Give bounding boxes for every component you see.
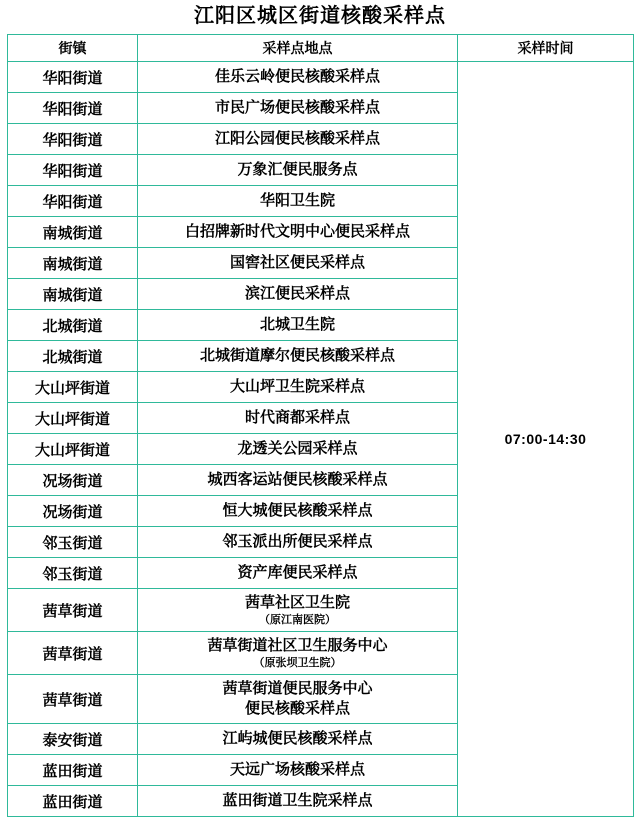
place-line: 北城卫生院 (259, 316, 335, 333)
table-header (8, 35, 634, 62)
place-line: 便民核酸采样点 (244, 700, 350, 717)
cell-street: 华阳街道 (8, 124, 138, 155)
place-line: 茜草社区卫生院 (244, 594, 350, 611)
cell-street: 况场街道 (8, 465, 138, 496)
cell-street: 蓝田街道 (8, 755, 138, 786)
column-header-time: 采样时间 (458, 35, 634, 62)
cell-place (138, 372, 458, 403)
place-line: 华阳卫生院 (259, 192, 335, 209)
header-row (8, 35, 634, 62)
cell-place (138, 93, 458, 124)
cell-street: 茜草街道 (8, 589, 138, 632)
cell-place (138, 155, 458, 186)
cell-street: 华阳街道 (8, 186, 138, 217)
place-line: 北城街道摩尔便民核酸采样点 (199, 347, 395, 364)
place-line: 时代商都采样点 (244, 409, 350, 426)
cell-place (138, 589, 458, 632)
cell-street: 华阳街道 (8, 62, 138, 93)
place-subtitle: （原江南医院） (259, 614, 336, 626)
cell-place (138, 434, 458, 465)
cell-place (138, 496, 458, 527)
place-line: 龙透关公园采样点 (237, 440, 358, 457)
place-line: 万象汇便民服务点 (237, 161, 358, 178)
table-row (8, 62, 634, 93)
place-line: 城西客运站便民核酸采样点 (207, 471, 388, 488)
place-subtitle: （原张坝卫生院） (253, 657, 342, 669)
cell-place (138, 465, 458, 496)
table-body (8, 62, 634, 817)
cell-place (138, 632, 458, 675)
cell-street: 南城街道 (8, 279, 138, 310)
cell-street: 泰安街道 (8, 724, 138, 755)
cell-place (138, 279, 458, 310)
place-line: 天远广场核酸采样点 (229, 761, 365, 778)
place-line: 茜草街道社区卫生服务中心 (207, 637, 388, 654)
cell-street: 邻玉街道 (8, 527, 138, 558)
cell-street: 况场街道 (8, 496, 138, 527)
cell-place (138, 248, 458, 279)
place-line: 江屿城便民核酸采样点 (222, 730, 373, 747)
cell-street: 大山坪街道 (8, 434, 138, 465)
column-header-place: 采样点地点 (138, 35, 458, 62)
place-line: 大山坪卫生院采样点 (229, 378, 365, 395)
cell-street: 茜草街道 (8, 675, 138, 724)
place-line: 资产库便民采样点 (237, 564, 358, 581)
cell-place (138, 186, 458, 217)
cell-place (138, 217, 458, 248)
cell-street: 南城街道 (8, 248, 138, 279)
cell-street: 华阳街道 (8, 93, 138, 124)
cell-place (138, 62, 458, 93)
cell-place (138, 124, 458, 155)
cell-street: 邻玉街道 (8, 558, 138, 589)
cell-sampling-time: 07:00-14:30 (458, 62, 634, 817)
cell-street: 北城街道 (8, 341, 138, 372)
place-line: 茜草街道便民服务中心 (222, 680, 373, 697)
cell-place (138, 341, 458, 372)
cell-place (138, 675, 458, 724)
column-header-street: 街镇 (8, 35, 138, 62)
cell-street: 南城街道 (8, 217, 138, 248)
cell-place (138, 403, 458, 434)
sampling-sites-table (7, 34, 634, 817)
cell-place (138, 527, 458, 558)
cell-street: 北城街道 (8, 310, 138, 341)
cell-place (138, 786, 458, 817)
place-line: 邻玉派出所便民采样点 (222, 533, 373, 550)
place-line: 佳乐云岭便民核酸采样点 (214, 68, 380, 85)
place-line: 国窖社区便民采样点 (229, 254, 365, 271)
page-title: 江阳区城区街道核酸采样点 (194, 5, 446, 27)
cell-street: 蓝田街道 (8, 786, 138, 817)
cell-place (138, 724, 458, 755)
cell-street: 大山坪街道 (8, 372, 138, 403)
place-line: 白招牌新时代文明中心便民采样点 (184, 223, 410, 240)
cell-street: 华阳街道 (8, 155, 138, 186)
cell-street: 茜草街道 (8, 632, 138, 675)
cell-place (138, 310, 458, 341)
cell-place (138, 755, 458, 786)
cell-place (138, 558, 458, 589)
place-line: 江阳公园便民核酸采样点 (214, 130, 380, 147)
place-line: 蓝田街道卫生院采样点 (222, 792, 373, 809)
place-line: 滨江便民采样点 (244, 285, 350, 302)
cell-street: 大山坪街道 (8, 403, 138, 434)
place-line: 恒大城便民核酸采样点 (222, 502, 373, 519)
place-line: 市民广场便民核酸采样点 (214, 99, 380, 116)
